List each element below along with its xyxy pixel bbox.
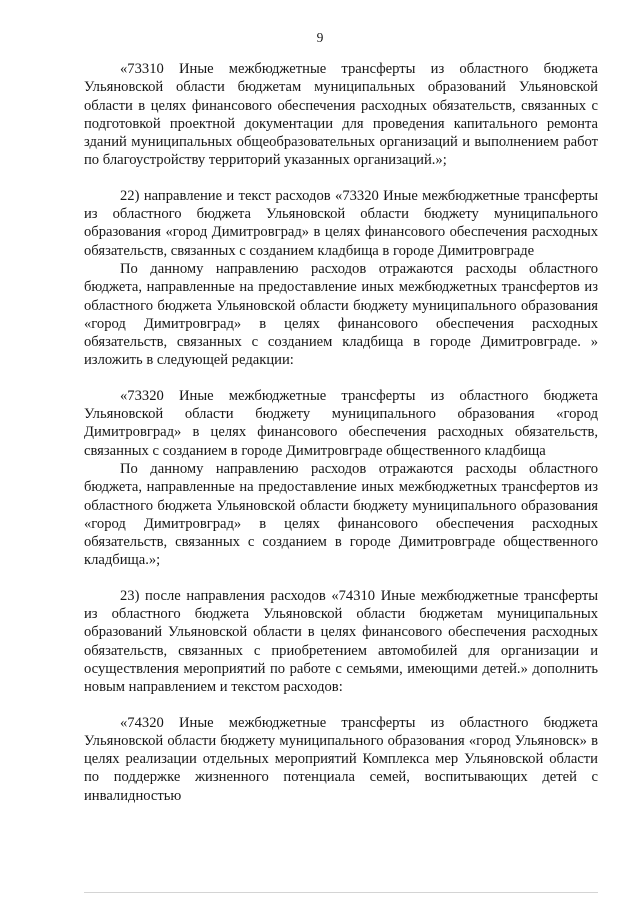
- paragraph-73320-new: «73320 Иные межбюджетные трансферты из областного бюджета Ульяновской области бюджету муниципального образования «город Димитровград» в целях финансового обеспечения расходных обязательств, связанных с созданием в городе Димитровграде общественного кладбища: [84, 387, 598, 459]
- paragraph-73320-new-description: По данному направлению расходов отражаются расходы областного бюджета, направленные на предоставление иных межбюджетных трансфертов из областного бюджета Ульяновской области бюджету муниципального образования «город Димитровград» в целях финансового обеспечения расходных обязательств, связанных с созданием в городе Димитровграде общественного кладбища.»;: [84, 460, 598, 569]
- paragraph-gap: [84, 370, 598, 387]
- footer-divider: [84, 892, 598, 893]
- paragraph-item-23: 23) после направления расходов «74310 Иные межбюджетные трансферты из областного бюджета Ульяновской области бюджетам муниципальных образований Ульяновской области в целях финансового обеспечения расходных обязательств, связанных с приобретением автомобилей для организации и осуществления мероприятий по работе с семьями, имеющими детей.» дополнить новым направлением и текстом расходов:: [84, 587, 598, 696]
- document-body: [84, 60, 598, 805]
- paragraph-73310: «73310 Иные межбюджетные трансферты из областного бюджета Ульяновской области бюджетам муниципальных образований Ульяновской области в целях финансового обеспечения расходных обязательств, связанных с подготовкой проектной документации для проведения капитального ремонта зданий муниципальных общеобразовательных организаций и выполнением работ по благоустройству территорий указанных организаций.»;: [84, 61, 598, 169]
- paragraph-item-22: 22) направление и текст расходов «73320 Иные межбюджетные трансферты из областного бюджета Ульяновской области бюджету муниципального образования «город Димитровград» в целях финансового обеспечения расходных обязательств, связанных с созданием кладбища в городе Димитровграде: [84, 187, 598, 259]
- paragraph-item-22-description: По данному направлению расходов отражаются расходы областного бюджета, направленные на предоставление иных межбюджетных трансфертов из областного бюджета Ульяновской области бюджету муниципального образования «город Димитровград» в целях финансового обеспечения расходных обязательств, связанных с созданием кладбища в городе Димитровграде. » изложить в следующей редакции:: [84, 260, 598, 369]
- paragraph-74320: «74320 Иные межбюджетные трансферты из областного бюджета Ульяновской области бюджету муниципального образования «город Ульяновск» в целях реализации отдельных мероприятий Комплекса мер Ульяновской области по поддержке жизненного потенциала семей, воспитывающих детей с инвалидностью: [84, 714, 598, 804]
- paragraph-gap: [84, 170, 598, 187]
- paragraph-gap: [84, 697, 598, 714]
- page-number: 9: [316, 30, 324, 45]
- paragraph-gap: [84, 570, 598, 587]
